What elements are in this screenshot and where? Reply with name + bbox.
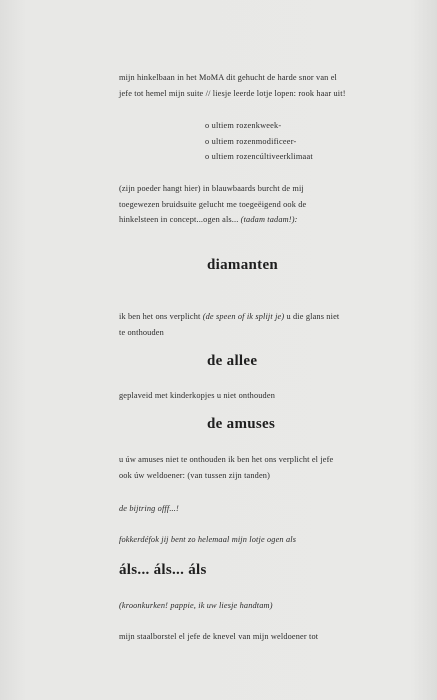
italic-line-1: de bijtring offf...! [119,504,179,513]
text-line: mijn staalborstel el jefe de knevel van mijn weldoener tot [119,632,319,641]
text-line: toegewezen bruidsuite gelucht me toegeëigend ook de [119,199,307,209]
text-line [119,309,379,325]
stanza-6 [119,629,379,645]
list-item: o ultiem rozenkweek- [205,121,282,130]
text-line: u úw amuses niet te onthouden ik ben het ons verplicht el jefe [119,455,334,464]
text-line: mijn hinkelbaan in het MoMA dit gehucht de harde snor van el [119,73,337,82]
stanza-1 [119,70,379,101]
heading-als: áls... áls... áls [119,562,207,578]
stanza-5 [119,452,379,483]
text-line-plain: hinkelsteen in concept...ogen als... [119,215,239,224]
list-item: o ultiem rozencúltiveerklimaat [205,152,313,161]
text-line: te onthouden [119,327,164,337]
heading-diamanten: diamanten [207,257,279,273]
text-line: (zijn poeder hangt hier) in blauwbaards burcht de mij [119,184,304,193]
italic-aside: (tadam tadam!): [238,215,298,224]
heading-de-allee: de allee [207,353,258,369]
italic-aside: (de speen of ik splijt je) [202,312,285,321]
text-line: geplaveid met kinderkopjes u niet onthouden [119,391,275,400]
text-part: u die glans niet [284,312,340,321]
text-line: ook úw weldoener: (van tussen zijn tanden) [119,470,270,480]
text-part: ik ben het ons verplicht [119,312,203,321]
stanza-4 [119,388,379,404]
text-line [119,212,379,228]
italic-line-3: (kroonkurken! pappie, ik uw liesje handtam) [119,601,273,610]
stanza-2 [119,181,379,228]
indented-list [205,118,313,165]
list-item: o ultiem rozenmodificeer- [205,136,297,146]
italic-line-2: fokkerdéfok jij bent zo helemaal mijn lotje ogen als [119,535,297,544]
text-line: jefe tot hemel mijn suite // liesje leerde lotje lopen: rook haar uit! [119,88,346,98]
stanza-3 [119,309,379,340]
heading-de-amuses: de amuses [207,416,276,432]
